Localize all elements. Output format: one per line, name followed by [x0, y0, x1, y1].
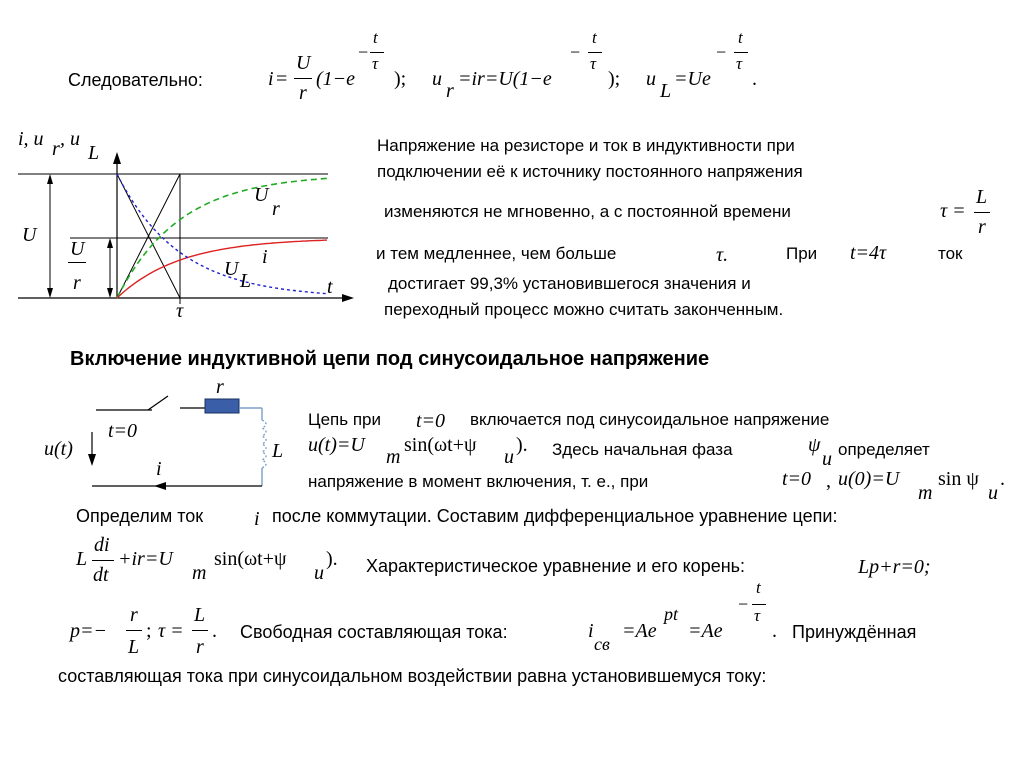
inductor	[262, 420, 266, 468]
para1-line5: достигает 99,3% установившегося значения и	[388, 274, 751, 293]
para1-line6: переходный процесс можно считать законченным.	[384, 300, 784, 319]
section-heading: Включение индуктивной цепи под синусоидальное напряжение	[70, 348, 710, 370]
label-Ur: U	[254, 184, 269, 206]
circuit-i: i	[156, 458, 162, 480]
y-axis-arrow	[113, 152, 121, 164]
para2-c1: напряжение в момент включения, т. е., при	[308, 472, 649, 491]
circuit-diagram	[40, 378, 290, 498]
curve-UL	[117, 174, 327, 294]
para2-t0: t=0	[416, 410, 446, 432]
label-U: U	[22, 224, 37, 246]
para2-b1: Здесь начальная фаза	[552, 440, 733, 459]
para2-a2: включается под синусоидальное напряжение	[470, 410, 830, 429]
label-UL-sub: L	[240, 270, 252, 292]
label-t: t	[327, 276, 333, 298]
curve-i	[117, 240, 327, 298]
def-line-b: после коммутации. Составим дифференциальное уравнение цепи:	[272, 506, 838, 526]
prefix-text: Следовательно:	[68, 70, 203, 90]
circuit-L: L	[272, 440, 284, 462]
para2-psi: ψ	[808, 434, 821, 456]
def-line-i: i	[254, 508, 260, 530]
para2-a1: Цепь при	[308, 410, 381, 429]
para1-line2: подключении её к источнику постоянного напряжения	[377, 162, 803, 181]
circuit-t0: t=0	[108, 420, 138, 442]
para1-line4a: и тем медленнее, чем больше	[376, 244, 617, 263]
para2-b2: определяет	[838, 440, 930, 459]
para2-psi-sub: u	[822, 448, 832, 470]
last-line: составляющая тока при синусоидальном воздействии равна установившемуся току:	[58, 666, 767, 686]
circuit-u: u(t)	[44, 438, 73, 460]
para1-tau: τ.	[716, 244, 729, 266]
para2-comma: ,	[826, 470, 831, 492]
forced-text: Принуждённая	[792, 622, 917, 642]
switch	[148, 396, 168, 410]
label-tau: τ	[176, 300, 184, 322]
label-UL: U	[224, 258, 239, 280]
char-eq-formula: Lp+r=0;	[858, 556, 931, 578]
para1-line3: изменяются не мгновенно, а с постоянной времени	[384, 202, 791, 221]
transient-graph	[10, 120, 360, 330]
x-axis-arrow	[342, 294, 354, 302]
para2-t0b: t=0	[782, 468, 812, 490]
para1-line1: Напряжение на резисторе и ток в индуктивности при	[377, 136, 795, 155]
para1-line4c: ток	[938, 244, 963, 263]
current-arrow	[154, 482, 166, 490]
para1-t4tau: t=4τ	[850, 242, 887, 264]
label-Ur-sub: r	[272, 198, 280, 220]
char-eq-text: Характеристическое уравнение и его корень:	[366, 556, 746, 576]
label-i: i	[262, 246, 268, 268]
para1-line4b: При	[786, 244, 818, 263]
def-line-a: Определим ток	[76, 506, 204, 526]
resistor	[205, 399, 239, 413]
circuit-r: r	[216, 376, 224, 398]
free-component-text: Свободная составляющая тока:	[240, 622, 508, 642]
